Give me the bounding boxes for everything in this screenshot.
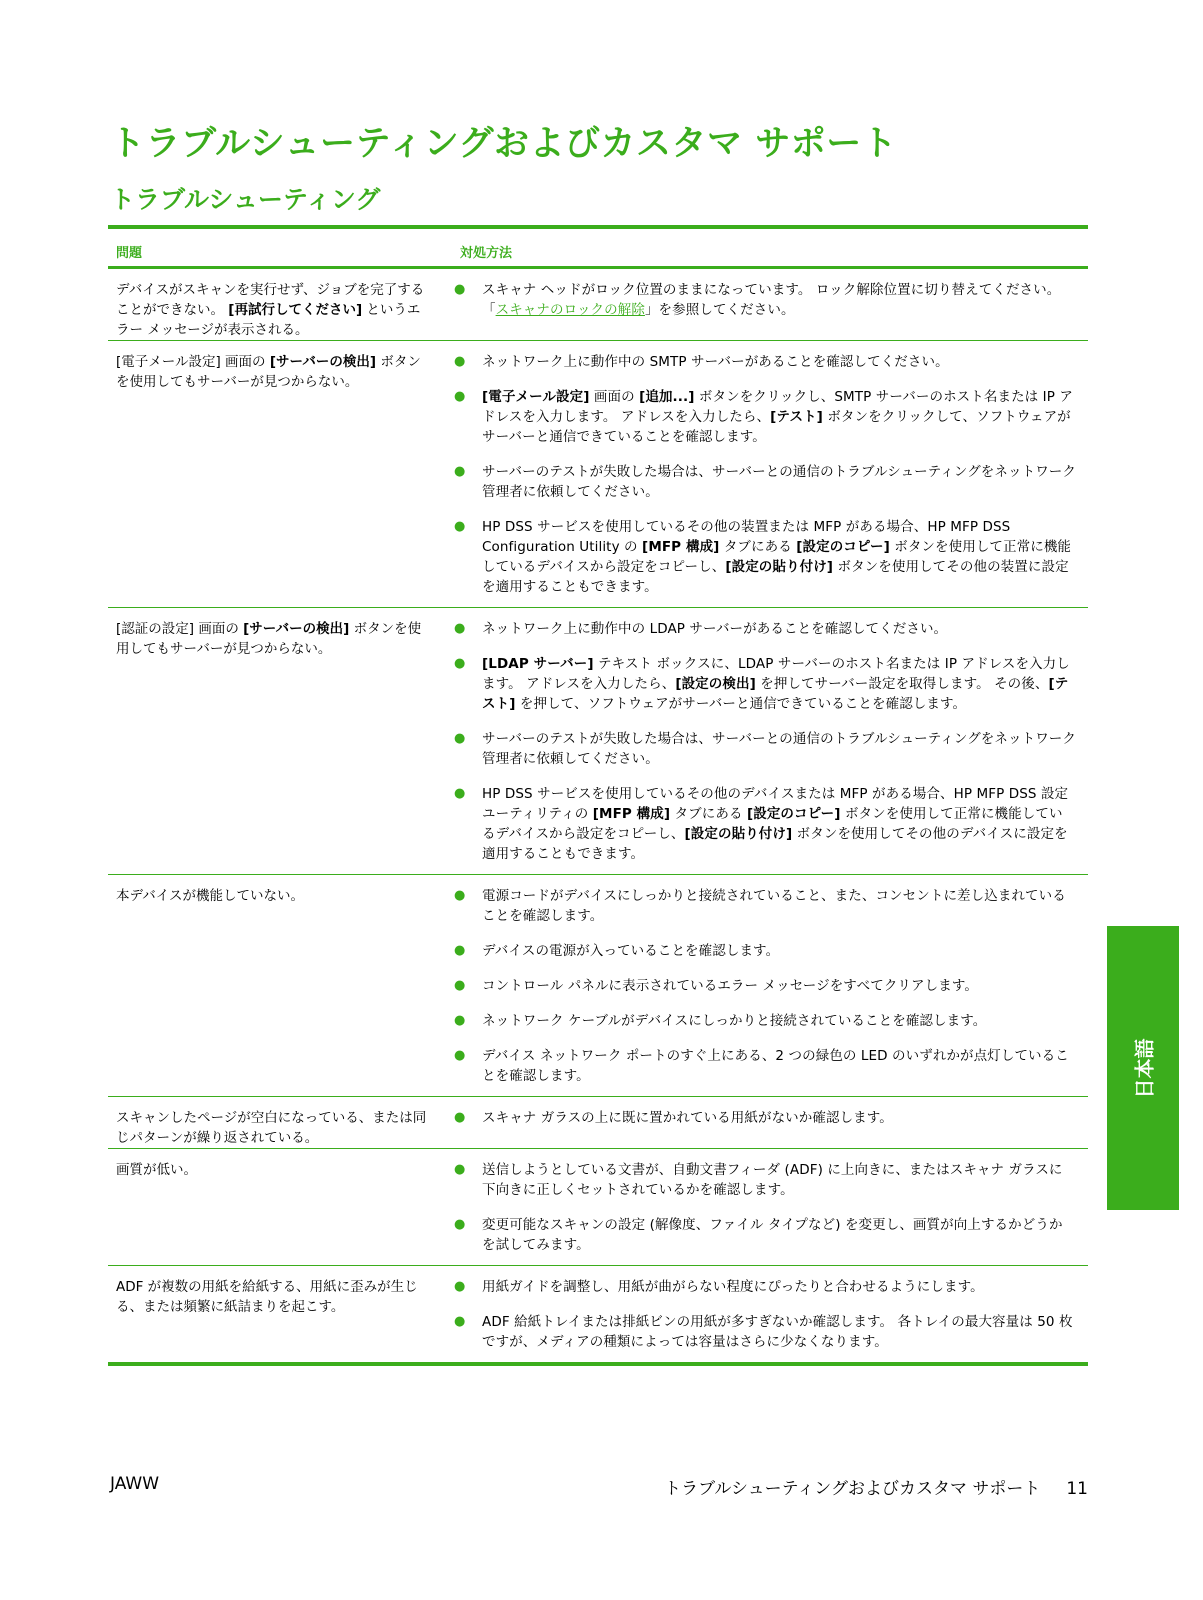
text-run: 変更可能なスキャンの設定 (解像度、ファイル タイプなど) を変更し、画質が向上するかどうかを試してみます。 (482, 1217, 1063, 1253)
solution-cell (440, 1149, 1088, 1265)
text-run: ボタンをクリックし、SMTP サーバーのホスト名または IP アドレスを入力します。 アドレスを入力したら、 (482, 389, 1073, 425)
text-run: スキャンしたページが空白になっている、または同じパターンが繰り返されている。 (116, 1110, 427, 1146)
text-run: というエラー メッセージが表示される。 (116, 302, 421, 338)
solution-item (440, 1108, 1088, 1128)
solution-cell (440, 608, 1088, 874)
text-run: [電子メール設定] 画面の (116, 354, 270, 370)
solution-text (482, 517, 1076, 597)
solution-item (440, 1312, 1088, 1352)
bullet-icon: ● (454, 354, 466, 369)
bullet-icon: ● (454, 656, 466, 671)
bullet-icon: ● (454, 1162, 466, 1177)
solution-text (482, 1011, 1076, 1031)
problem-cell (108, 875, 440, 1096)
header-problem: 問題 (116, 246, 143, 261)
text-run: テキスト ボックスに、LDAP サーバーのホスト名または IP アドレスを入力します。 アドレスを入力したら、 (482, 656, 1070, 692)
text-run: HP DSS サービスを使用しているその他の装置または MFP がある場合、HP MFP DSS Configuration Utility の (482, 519, 1011, 555)
text-run: タブにある (719, 539, 797, 555)
text-run: サーバーのテストが失敗した場合は、サーバーとの通信のトラブルシューティングをネットワーク管理者に依頼してください。 (482, 731, 1077, 767)
solution-cell (440, 1097, 1088, 1148)
solution-text (482, 729, 1076, 769)
see-also-link[interactable]: スキャナのロックの解除 (495, 302, 645, 318)
solution-text (482, 1215, 1076, 1255)
bullet-icon: ● (454, 621, 466, 636)
bullet-icon: ● (454, 1013, 466, 1028)
ui-term: [追加...] (639, 389, 695, 405)
solution-text (482, 619, 1076, 639)
footer-left: JAWW (110, 1474, 160, 1494)
solution-cell (440, 1266, 1088, 1362)
solution-text (482, 654, 1076, 714)
text-run: デバイス ネットワーク ポートのすぐ上にある、2 つの緑色の LED のいずれかが点灯していることを確認します。 (482, 1048, 1069, 1084)
ui-term: [LDAP サーバー] (482, 656, 594, 672)
solution-text (482, 387, 1076, 447)
bullet-icon: ● (454, 1314, 466, 1329)
page-number: 11 (1066, 1479, 1088, 1499)
table-row (108, 1097, 1088, 1149)
text-run: 本デバイスが機能していない。 (116, 888, 305, 904)
page-title: トラブルシューティングおよびカスタマ サポート (110, 124, 898, 164)
text-run: ボタンを使用してその他のデバイスに設定を適用することもできます。 (482, 826, 1068, 862)
text-run: ネットワーク上に動作中の SMTP サーバーがあることを確認してください。 (482, 354, 949, 370)
bullet-icon: ● (454, 1217, 466, 1232)
text-run: ボタンを使用してもサーバーが見つからない。 (116, 354, 421, 390)
text-run: ボタンを使用して正常に機能しているデバイスから設定をコピーし、 (482, 806, 1063, 842)
text-run: スキャナ ヘッドがロック位置のままになっています。 ロック解除位置に切り替えてください。「 (482, 282, 1061, 318)
text-run: 用紙ガイドを調整し、用紙が曲がらない程度にぴったりと合わせるようにします。 (482, 1279, 984, 1295)
ui-term: [設定のコピー] (746, 806, 841, 822)
text-run: タブにある (670, 806, 747, 822)
table-row (108, 1266, 1088, 1362)
ui-term: [テスト] (770, 409, 823, 425)
solution-item (440, 784, 1088, 864)
bullet-icon: ● (454, 978, 466, 993)
text-run: 送信しようとしている文書が、自動文書フィーダ (ADF) に上向きに、またはスキャナ ガラスに下向きに正しくセットされているかを確認します。 (482, 1162, 1063, 1198)
table-row (108, 608, 1088, 875)
bullet-icon: ● (454, 1279, 466, 1294)
text-run: HP DSS サービスを使用しているその他のデバイスまたは MFP がある場合、HP MFP DSS 設定ユーティリティの (482, 786, 1069, 822)
language-tab (1107, 926, 1179, 1210)
solution-text (482, 1277, 1076, 1297)
ui-term: [設定の貼り付け] (684, 826, 793, 842)
text-run: ボタンをクリックして、ソフトウェアがサーバーと通信できていることを確認します。 (482, 409, 1071, 445)
table-body (108, 269, 1088, 1362)
solution-cell (440, 269, 1088, 340)
solution-text (482, 1046, 1076, 1086)
bullet-icon: ● (454, 464, 466, 479)
text-run: コントロール パネルに表示されているエラー メッセージをすべてクリアします。 (482, 978, 978, 994)
solution-text (482, 1160, 1076, 1200)
text-run: 画面の (589, 389, 640, 405)
bullet-icon: ● (454, 1110, 466, 1125)
text-run: 画質が低い。 (116, 1162, 197, 1178)
solution-item (440, 387, 1088, 447)
text-run: サーバーのテストが失敗した場合は、サーバーとの通信のトラブルシューティングをネットワーク管理者に依頼してください。 (482, 464, 1077, 500)
text-run: 」を参照してください。 (644, 302, 795, 318)
troubleshooting-table (108, 225, 1088, 1366)
solution-text (482, 976, 1076, 996)
solution-item (440, 517, 1088, 597)
solution-item (440, 1046, 1088, 1086)
bullet-icon: ● (454, 943, 466, 958)
solution-text (482, 280, 1076, 320)
table-header (108, 229, 1088, 269)
text-run: ADF が複数の用紙を給紙する、用紙に歪みが生じる、または頻繁に紙詰まりを起こす。 (116, 1279, 418, 1315)
ui-term: [テスト] (482, 676, 1069, 712)
problem-cell (108, 341, 440, 607)
bullet-icon: ● (454, 888, 466, 903)
solution-text (482, 352, 1076, 372)
solution-item (440, 976, 1088, 996)
text-run: ネットワーク ケーブルがデバイスにしっかりと接続されていることを確認します。 (482, 1013, 987, 1029)
solution-item (440, 462, 1088, 502)
solution-cell (440, 341, 1088, 607)
text-run: を押して、ソフトウェアがサーバーと通信できていることを確認します。 (515, 696, 967, 712)
text-run: ボタンを使用してもサーバーが見つからない。 (116, 621, 422, 657)
footer-title: トラブルシューティングおよびカスタマ サポート (664, 1479, 1041, 1499)
solution-text (482, 941, 1076, 961)
text-run: ネットワーク上に動作中の LDAP サーバーがあることを確認してください。 (482, 621, 948, 637)
solution-text (482, 784, 1076, 864)
problem-cell (108, 1097, 440, 1148)
bullet-icon: ● (454, 282, 466, 297)
solution-item (440, 280, 1088, 320)
solution-item (440, 654, 1088, 714)
ui-term: [MFP 構成] (642, 539, 720, 555)
bullet-icon: ● (454, 389, 466, 404)
footer-right (664, 1474, 1088, 1499)
text-run: 電源コードがデバイスにしっかりと接続されていること、また、コンセントに差し込まれていることを確認します。 (482, 888, 1066, 924)
solution-item (440, 729, 1088, 769)
table-row (108, 875, 1088, 1097)
solution-item (440, 886, 1088, 926)
solution-item (440, 1277, 1088, 1297)
ui-term: [サーバーの検出] (269, 354, 377, 370)
problem-cell (108, 1266, 440, 1362)
text-run: ボタンを使用してその他の装置に設定を適用することもできます。 (482, 559, 1069, 595)
table-row (108, 269, 1088, 341)
ui-term: [設定の検出] (675, 676, 756, 692)
solution-item (440, 352, 1088, 372)
bullet-icon: ● (454, 731, 466, 746)
problem-cell (108, 269, 440, 340)
text-run: スキャナ ガラスの上に既に置かれている用紙がないか確認します。 (482, 1110, 893, 1126)
solution-item (440, 1011, 1088, 1031)
solution-cell (440, 875, 1088, 1096)
solution-text (482, 1312, 1076, 1352)
text-run: [認証の設定] 画面の (116, 621, 244, 637)
text-run: を押してサーバー設定を取得します。 その後、 (755, 676, 1049, 692)
problem-cell (108, 1149, 440, 1265)
solution-text (482, 462, 1076, 502)
text-run: デバイスがスキャンを実行せず、ジョブを完了することができない。 (116, 282, 425, 318)
ui-term: [再試行してください] (228, 302, 363, 318)
ui-term: [設定の貼り付け] (725, 559, 834, 575)
bullet-icon: ● (454, 1048, 466, 1063)
language-tab-label: 日本語 (1132, 1038, 1157, 1098)
ui-term: [電子メール設定] (482, 389, 590, 405)
solution-text (482, 886, 1076, 926)
header-solution: 対処方法 (460, 246, 513, 261)
ui-term: [設定のコピー] (796, 539, 890, 555)
text-run: ADF 給紙トレイまたは排紙ビンの用紙が多すぎないか確認します。 各トレイの最大容量は 50 枚ですが、メディアの種類によっては容量はさらに少なくなります。 (482, 1314, 1073, 1350)
solution-text (482, 1108, 1076, 1128)
bullet-icon: ● (454, 786, 466, 801)
text-run: ボタンを使用して正常に機能しているデバイスから設定をコピーし、 (482, 539, 1072, 575)
ui-term: [MFP 構成] (592, 806, 671, 822)
table-row (108, 1149, 1088, 1266)
solution-item (440, 1215, 1088, 1255)
problem-cell (108, 608, 440, 874)
table-row (108, 341, 1088, 608)
solution-item (440, 619, 1088, 639)
bullet-icon: ● (454, 519, 466, 534)
solution-item (440, 1160, 1088, 1200)
text-run: デバイスの電源が入っていることを確認します。 (482, 943, 780, 959)
section-title: トラブルシューティング (110, 185, 381, 214)
solution-item (440, 941, 1088, 961)
ui-term: [サーバーの検出] (243, 621, 350, 637)
